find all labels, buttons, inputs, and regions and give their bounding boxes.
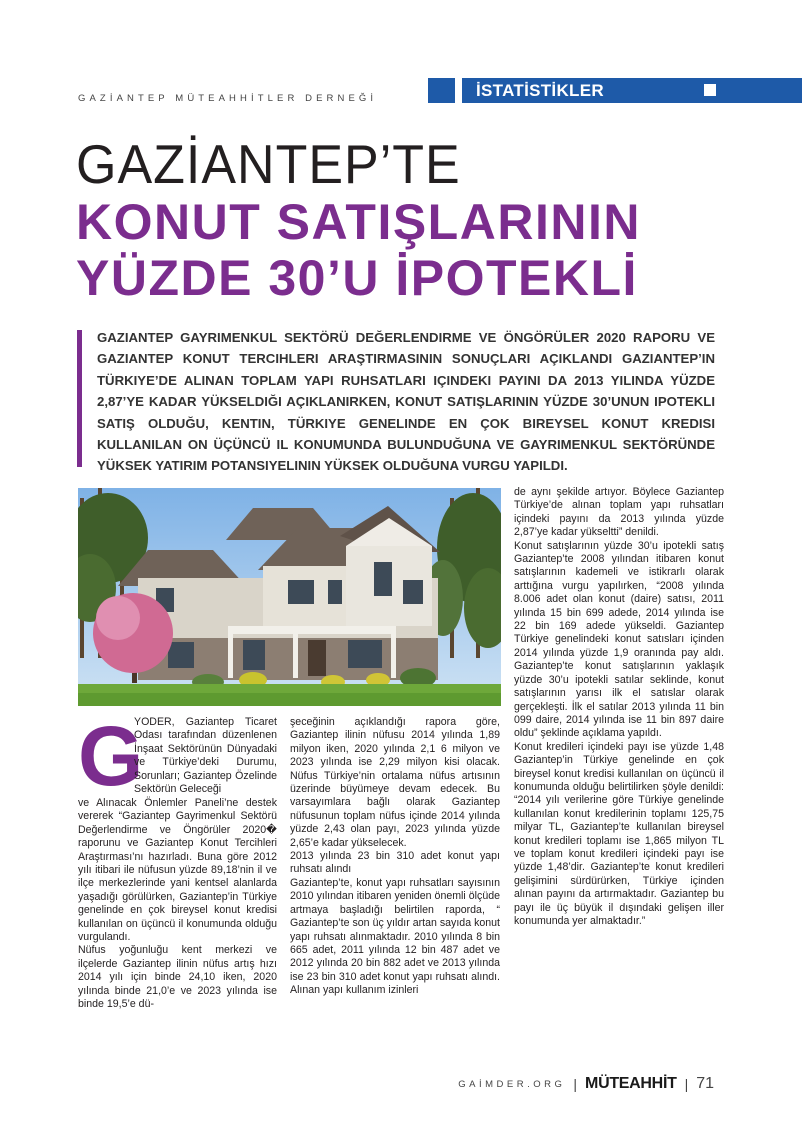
article-column-1	[78, 797, 277, 1012]
header-accent-square	[428, 78, 455, 103]
paragraph: Nüfus yoğunluğu kent merkezi ve ilçelerde Gaziantep ilinin nüfus artış hızı 2014 yılı için binde 24,10 iken, 2020 yılında binde 21,0’e ve 2023 yılında ise binde 19,5’e dü-	[78, 944, 277, 1011]
category-bar	[462, 78, 802, 103]
association-name: GAZİANTEP MÜTEAHHİTLER DERNEĞİ	[78, 93, 378, 104]
paragraph: Konut kredileri içindeki payı ise yüzde 1,48 Gaziantep’in Türkiye genelinde en çok bireysel konut kredisi kullanılan on üçüncü il konumunda olduğu belirtilirken şöyle denildi: “2014 yılı verilerine göre Türkiye genelinde kullanılan konut kredilerinin toplamı 125,75 milyar TL, Gaziantep’te kullanılan bireysel konut kredileri toplamı ise 1,865 milyon TL ve toplam konut kredileri içindeki payı ise yüzde 1,48’dir. Gaziantep’te konut kredileri gelişimini sürdürürken, Türkiye içinden alınan payını da artırmaktadır. Gaziantep bu payı ile üç büyük il dışındaki gelişen iller konumunda yer almaktadır.”	[514, 740, 724, 927]
headline-line-3: YÜZDE 30’U İPOTEKLİ	[76, 250, 638, 306]
article-column-1-intro	[134, 716, 277, 796]
paragraph: şeceğinin açıklandığı rapora göre, Gaziantep ilinin nüfusu 2014 yılında 1,89 milyon iken, 2020 yılında 2,1 6 milyon ve 2023 yılında ise 2,29 milyon kisi olacak. Nüfus Türkiye’nin ortalama nüfus artısının üzerinde büyümeye devam edecek. Bu varsayımlara bağlı olarak Gaziantep nüfusunun toplam nüfus içinde 2014 yılında yüzde 2,43 olan payı, 2023 yılında yüzde 2,65’e kadar yükselecek.	[290, 716, 500, 849]
paragraph: de aynı şekilde artıyor. Böylece Gaziantep Türkiye’de alınan toplam yapı ruhsatları içindeki payını da 2013 yılında yüzde 2,87’ye kadar yükseltti” denildi.	[514, 486, 724, 539]
page-footer	[458, 1075, 714, 1093]
paragraph: YODER, Gaziantep Ticaret Odası tarafından düzenlenen İnşaat Sektörünün Dünyadaki ve Türkiye’deki Durumu, Sorunları; Gaziantep Özelinde Sektörün Geleceği	[134, 716, 277, 796]
footer-separator: |	[573, 1076, 578, 1092]
subheading: 2013 yılında 23 bin 310 adet konut yapı ruhsatı alındı	[290, 850, 500, 876]
drop-cap: G	[78, 709, 144, 803]
lead-accent-bar	[77, 330, 82, 467]
headline-line-1: GAZİANTEP’TE	[76, 134, 461, 196]
article-column-3	[514, 486, 724, 928]
footer-separator: |	[684, 1076, 689, 1092]
headline-line-2: KONUT SATIŞLARININ	[76, 194, 641, 250]
paragraph: ve Alınacak Önlemler Paneli’ne destek vererek “Gaziantep Gayrimenkul Sektörü Değerlendirme ve Öngörüler 2020� raporunu ve Gaziantep Konut Tercihleri Araştırması’nı hazırladı. Buna göre 2012 yılı itibari ile nüfusun yüzde 89,18’nin il ve ilçe merkezlerinde yani kentsel alanlarda yaşadığı görülürken, Gaziantep’in Türkiye genelinde en çok bireysel konut kredisi kullanılan on üçüncü il konumunda olduğu vurgulandı.	[78, 797, 277, 944]
house-photo	[78, 488, 501, 706]
page-number: 71	[696, 1075, 714, 1092]
lead-paragraph: GAZIANTEP GAYRIMENKUL SEKTÖRÜ DEĞERLENDIRME VE ÖNGÖRÜLER 2020 RAPORU VE GAZIANTEP KONUT TERCIHLERI ARAŞTIRMASININ SONUÇLARI AÇIKLANDI GAZIANTEP’IN TÜRKIYE’DE ALINAN TOPLAM YAPI RUHSATLARI IÇINDEKI PAYINI DA 2013 YILINDA YÜZDE 2,87’YE KADAR YÜKSELDIĞI AÇIKLANIRKEN, KONUT SATIŞLARININ YÜZDE 30’UNUN IPOTEKLI SATIŞ OLDUĞU, KENTIN, TÜRKIYE GENELINDE EN ÇOK BIREYSEL KONUT KREDISI KULLANILAN ON ÜÇÜNCÜ IL KONUMUNDA BULUNDUĞUNA VE GAYRIMENKUL SEKTÖRÜNDE YÜKSEK YATIRIM POTANSIYELININ YÜKSEK OLDUĞUNA VURGU YAPILDI.	[97, 330, 715, 474]
article-column-2	[290, 716, 500, 998]
paragraph: Konut satışlarının yüzde 30’u ipotekli satış Gaziantep’te 2008 yılından itibaren konut satışlarının kademeli ve istikrarlı olarak arttığına vurgu yapılırken, “2008 yılında 8.006 adet olan konut (daire) satısı, 2011 yılında 15 bin 699 adede, 2014 yılında ise 22 bin 169 adede yükseldi. Gaziantep Türkiye genelindeki konut satısları içinden 2014 yılında yüzde 1,9 oranında pay aldı. Gaziantep’te konut satışlarının yaklaşık yüzde 30’u ipotekli satılar seklinde, konut satışlarının yarısı ilk el satıslar olarak gerçekleşti. İlk el satılar 2013 yılında 11 bin 099 daire, 2014 yılında ise 11 bin 897 daire oldu” şeklinde açıklama yapıldı.	[514, 539, 724, 740]
magazine-logo: MÜTEAHHİT	[585, 1075, 677, 1092]
square-icon	[704, 84, 716, 96]
category-label: İSTATİSTİKLER	[476, 81, 604, 100]
paragraph: Gaziantep’te, konut yapı ruhsatları sayısının 2010 yılından itibaren yeniden önemli ölçüde artmaya başladığı belirtilen raporda, “ Gaziantep’te son üç yıldır artan sayıda konut yapı ruhsatı alınmaktadır. 2010 yılında 8 bin 665 adet, 2011 yılında 12 bin 487 adet ve 2012 yılında 20 bin 882 adet ve 2013 yılında ise 23 bin 310 adet konut yapı ruhsatı alındı. Alınan yapı kullanım izinleri	[290, 876, 500, 997]
footer-website: GAİMDER.ORG	[458, 1078, 566, 1090]
